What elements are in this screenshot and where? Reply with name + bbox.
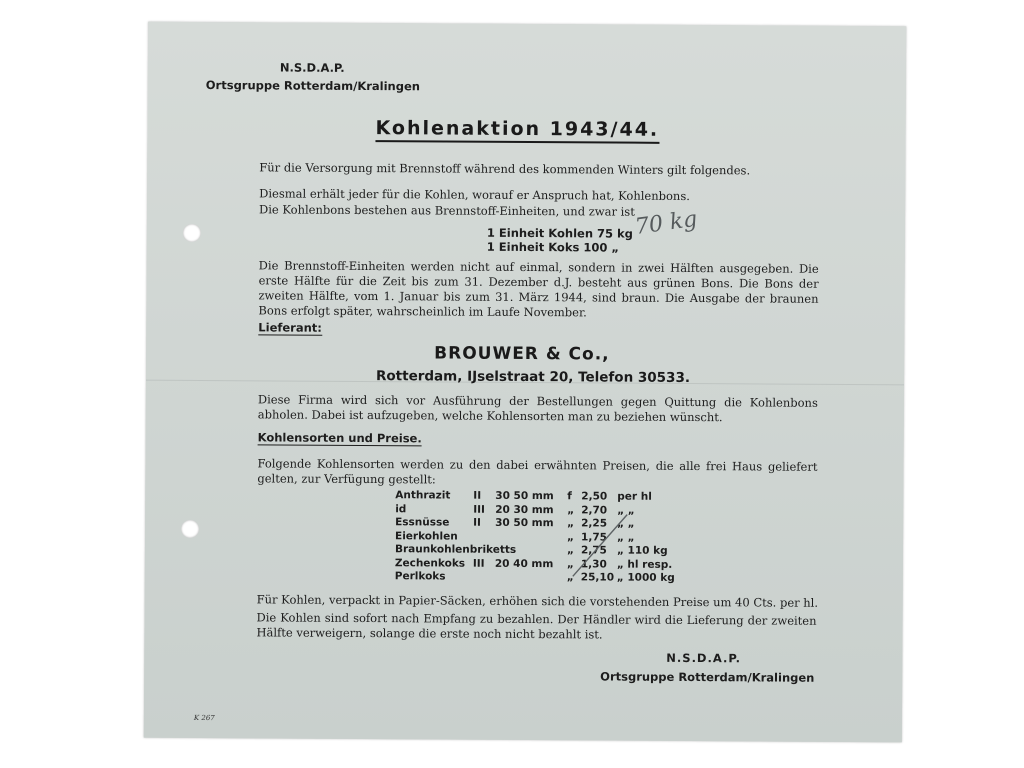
pencil-strike-mark bbox=[565, 510, 635, 580]
supplier-company: BROUWER & Co., bbox=[434, 343, 610, 365]
paragraph-payment: Die Kohlen sind sofort nach Empfang zu bezahlen. Der Händler wird die Lieferung der zweiten Hälfte verweigern, solange die erste noch nicht bezahlt ist. bbox=[256, 610, 817, 642]
paragraph-halves: Die Brennstoff-Einheiten werden nicht auf einmal, sondern in zwei Hälften ausgegeben. Die erste Hälfte für die Zeit bis zum 31. Dezember d.J. besteht aus grünen Bons. Die Bons der zweiten Hälfte, vom 1. Januar bis zum 31. März 1944, sind braun. Die Ausgabe der braunen Bons erfolgt später, wahrscheinlich im Laufe November. bbox=[258, 258, 819, 320]
paragraph-supplier: Diese Firma wird sich vor Ausführung der Bestellungen gegen Quittung die Kohlenbons abholen. Dabei ist aufzugeben, welche Kohlensorten man zu beziehen wünscht. bbox=[257, 392, 818, 425]
footer-group: Ortsgruppe Rotterdam/Kralingen bbox=[600, 669, 815, 685]
punch-hole bbox=[181, 520, 199, 538]
document-title: Kohlenaktion 1943/44. bbox=[375, 117, 659, 144]
supplier-address: Rotterdam, IJselstraat 20, Telefon 30533. bbox=[375, 368, 691, 387]
footer-party: N.S.D.A.P. bbox=[666, 650, 742, 666]
header-group: Ortsgruppe Rotterdam/Kralingen bbox=[205, 78, 421, 94]
prices-heading: Kohlensorten und Preise. bbox=[257, 430, 422, 446]
paragraph-units-intro: Die Kohlenbons bestehen aus Brennstoff-Einheiten, und zwar ist bbox=[259, 202, 635, 219]
unit-definitions bbox=[487, 226, 633, 255]
paragraph-prices-intro: Folgende Kohlensorten werden zu den dabei erwähnten Preisen, die alle frei Haus geliefert gelten, zur Verfügung gestellt: bbox=[257, 456, 818, 487]
supplier-label: Lieferant: bbox=[258, 320, 322, 335]
header-party: N.S.D.A.P. bbox=[279, 60, 345, 75]
document-sheet bbox=[144, 22, 906, 743]
unit-coke: 1 Einheit Koks 100 „ bbox=[486, 239, 619, 255]
paragraph-bons: Diesmal erhält jeder für die Kohlen, worauf er Anspruch hat, Kohlenbons. bbox=[259, 186, 690, 204]
pencil-annotation: 70 kg bbox=[633, 206, 699, 240]
print-code: K 267 bbox=[193, 713, 215, 723]
punch-hole bbox=[183, 224, 201, 242]
paragraph-intro: Für die Versorgung mit Brennstoff während des kommenden Winters gilt folgendes. bbox=[259, 160, 751, 178]
price-table bbox=[394, 489, 675, 584]
paragraph-paper-bags: Für Kohlen, verpackt in Papier-Säcken, erhöhen sich die vorstehenden Preise um 40 Cts. per hl. bbox=[256, 592, 819, 610]
unit-coal: 1 Einheit Kohlen 75 kg bbox=[486, 225, 633, 241]
